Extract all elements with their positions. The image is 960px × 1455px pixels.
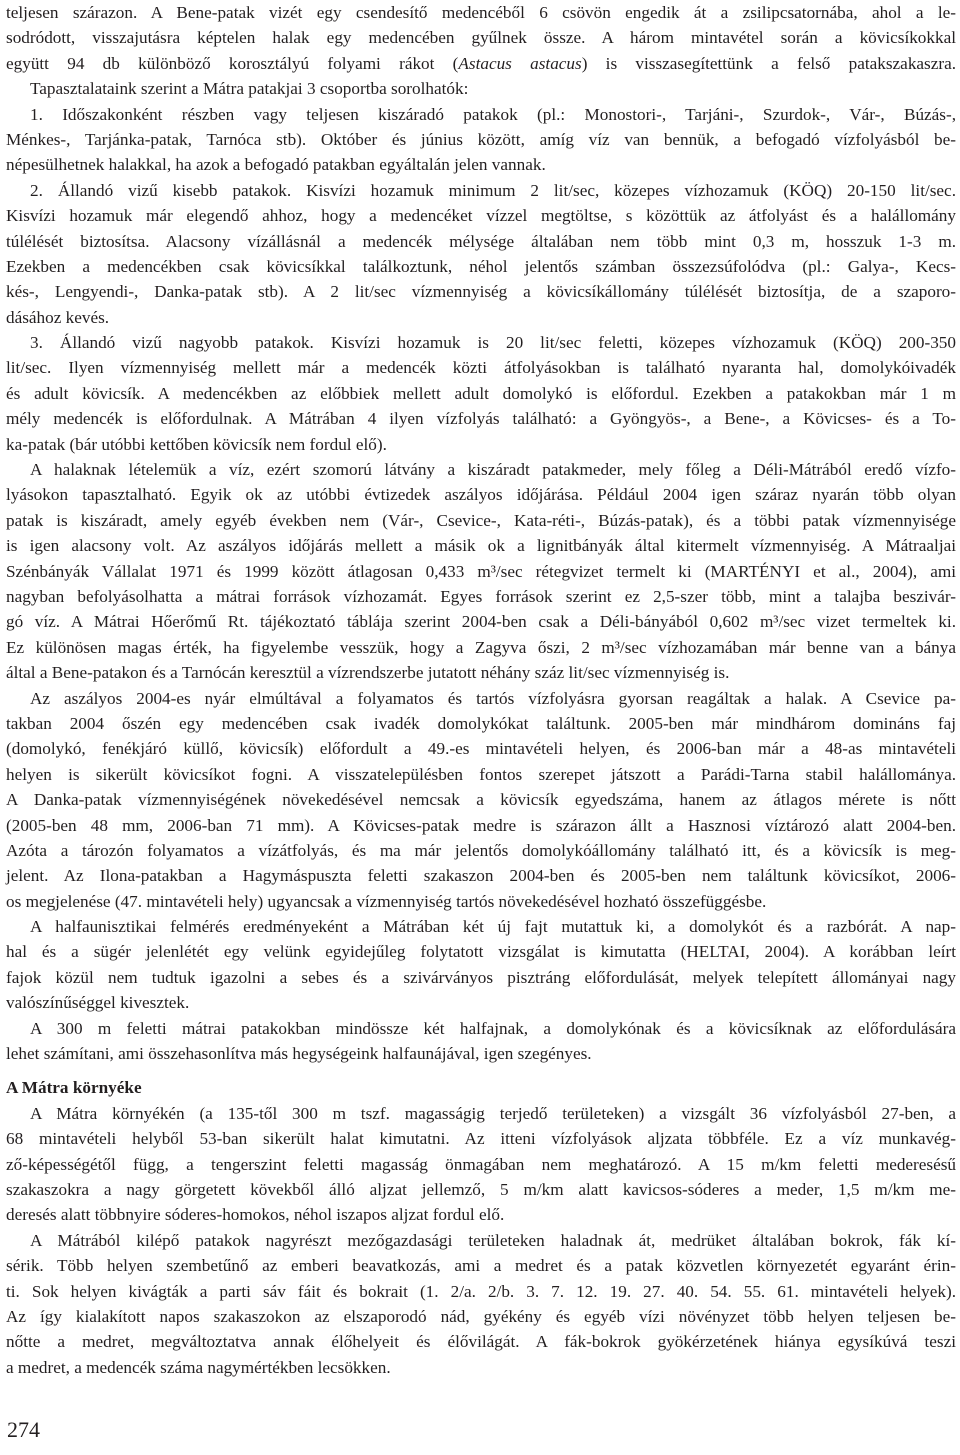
paragraph bbox=[6, 330, 956, 457]
paragraph bbox=[6, 1101, 956, 1228]
text-line: hal és a sügér jelenlétét egy velünk egyidejűleg folytatott vizsgálat is kimutatta (HELTAI, 2004). A korábban leírt bbox=[6, 942, 956, 962]
text-line: gó víz. A Mátrai Hőerőmű Rt. tájékoztató táblája szerint 2004-ben csak a Déli-bányából 0,602 m³/sec vizet termeltek ki. bbox=[6, 612, 956, 632]
paragraph bbox=[6, 1228, 956, 1380]
text-line: lit/sec. Ilyen vízmennyiség mellett már a medencék közti átfolyásokban is található nyaranta hal, domolykóivadék bbox=[6, 358, 956, 378]
paragraph bbox=[6, 0, 956, 102]
text-line: a medret, a medencék száma nagymértékben lecsökken. bbox=[6, 1357, 391, 1377]
text-line: Szénbányák Vállalat 1971 és 1999 között átlagosan 0,433 m³/sec rétegvizet termelt ki (MARTÉNYI et al., 2004), ami bbox=[6, 561, 956, 581]
text-line: Tapasztalataink szerint a Mátra patakjai 3 csoportba sorolhatók: bbox=[30, 79, 469, 99]
text-line: 68 mintavételi helyből 53-ban sikerült halat kimutatni. Az itteni vízfolyások aljzata többféle. Ez a víz munkavég- bbox=[6, 1129, 956, 1149]
text-line: fajok közül nem tudtuk igazolni a sebes és a szivárványos pisztráng előfordulását, melyek telepített állományai nagy bbox=[6, 967, 956, 987]
text-line: lyásokon tapasztalható. Egyik ok az utóbbi évtizedek aszályos időjárása. Például 2004 igen száraz nyarán több olyan bbox=[6, 485, 956, 505]
text-line: mély medencék is előfordulnak. A Mátrában 4 ilyen vízfolyás található: a Gyöngyös-, a Bene-, a Kövicses- és a To- bbox=[6, 409, 956, 429]
text-line: nagyban befolyásolhatta a mátrai források vízhozamát. Egyes források szerint ez 2,5-szer több, mint a talajba beszivár- bbox=[6, 586, 956, 606]
paragraph bbox=[6, 1016, 956, 1067]
text-line: ti. Sok helyen kivágták a parti sáv fáit és bokrait (1. 2/a. 2/b. 3. 7. 12. 19. 27. 40. 54. 55. 61. mintavételi helyek). bbox=[6, 1281, 956, 1301]
text-line: népesülhetnek halakkal, ha azok a befogadó patakban egyáltalán jelen vannak. bbox=[6, 155, 546, 175]
text-line: dásához kevés. bbox=[6, 307, 110, 327]
text-line: 2. Állandó vizű kisebb patakok. Kisvízi hozamuk minimum 2 lit/sec, közepes vízhozamuk (KÖQ) 20-150 lit/sec. bbox=[30, 180, 956, 200]
document-page bbox=[6, 0, 956, 1380]
text-line: 3. Állandó vizű nagyobb patakok. Kisvízi hozamuk is 20 lit/sec feletti, közepes vízhozamuk (KÖQ) 200-350 bbox=[30, 333, 956, 353]
page-number: 274 bbox=[7, 1417, 40, 1442]
text-line: (domolykó, fenékjáró küllő, kövicsík) előfordult a 49.-es mintavételi helyen, és 2006-ban már a 48-as mintavételi bbox=[6, 739, 956, 759]
text-line: (2005-ben 48 mm, 2006-ban 71 mm). A Kövicses-patak medre is szárazon állt a Hasznosi víztározó alatt 2004-ben. bbox=[6, 815, 956, 835]
text-line: túlélését biztosítsa. Alacsony vízállásnál a medencék mélysége általában nem több mint 0,3 m, hosszuk 1-3 m. bbox=[6, 231, 956, 251]
section-heading: A Mátra környéke bbox=[6, 1078, 142, 1098]
text-line: 1. Időszakonként részben vagy teljesen kiszáradó patakok (pl.: Monostori-, Tarjáni-, Szurdok-, Vár-, Búzás-, bbox=[30, 104, 956, 124]
text-line: kés-, Lengyendi-, Danka-patak stb). A 2 lit/sec vízmennyiség a kövicsíkállomány túlélését biztosítja, de a szaporo- bbox=[6, 282, 956, 302]
section-text bbox=[6, 1101, 956, 1380]
text-line: os megjelenése (47. mintavételi hely) ugyancsak a vízmennyiség tartós növekedésével hozható összefüggésbe. bbox=[6, 891, 767, 911]
text-line: patak is kiszáradt, amely egyéb években nem (Vár-, Csevice-, Kata-réti-, Búzás-patak), és a többi patak vízmennyisége bbox=[6, 510, 956, 530]
text-line: is igen alacsony volt. Az aszályos időjárás mellett a másik ok a lignitbányák által kitermelt vízmennyiség. A Mátraaljai bbox=[6, 536, 956, 556]
text-line: sérik. Több helyen szembetűnő az emberi beavatkozás, ami a medret és a patak közvetlen környezetét egyaránt érin- bbox=[6, 1256, 956, 1276]
text-line: lehet számítani, ami összehasonlítva más hegységeink halfaunájával, igen szegényes. bbox=[6, 1044, 592, 1064]
text-line: A Mátrából kilépő patakok nagyrészt mezőgazdasági területeken haladnak át, medrüket általában bokrok, fák kí- bbox=[30, 1230, 956, 1250]
section-gap bbox=[6, 1066, 956, 1075]
body-text bbox=[6, 0, 956, 1066]
species-name: Astacus astacus bbox=[458, 53, 582, 73]
text-line: A halfaunisztikai felmérés eredményeként a Mátrában két új fajt mutattuk ki, a domolykót és a razbórát. A nap- bbox=[30, 917, 956, 937]
text-line: Ezekben a medencékben csak kövicsíkkal találkoztunk, néhol jelentős számban összezsúfolódva (pl.: Galya-, Kecs- bbox=[6, 256, 956, 276]
text-line: Az így kialakított napos szakaszokon az elszaporodó nád, gyékény és egyéb vízi növényzet több helyen teljesen be- bbox=[6, 1306, 956, 1326]
paragraph bbox=[6, 457, 956, 686]
text-line: sodródott, visszajutásra képtelen halak egy medencében gyűlnek össze. A három mintavétel során a kövicsíkokkal bbox=[6, 28, 956, 48]
paragraph bbox=[6, 178, 956, 330]
text-line: takban 2004 őszén egy medencében csak ivadék domolykókat találtunk. 2005-ben már mindhárom domináns faj bbox=[6, 713, 956, 733]
text-line: Azóta a tározón folyamatos a vízátfolyás, és ma már jelentős domolykóállomány található itt, és a kövicsík is meg- bbox=[6, 840, 956, 860]
text-line: nőtte a medret, megváltoztatva annak élőhelyeit és élővilágát. A fák-bokrok gyökérzetének hiánya egysíkúvá teszi bbox=[6, 1332, 956, 1352]
text-line: és adult kövicsík. A medencékben az előbbiek mellett adult domolykó is előfordul. Ezekben a patakokban már 1 m bbox=[6, 383, 956, 403]
text-line: A Danka-patak vízmennyiségének növekedésével nemcsak a kövicsík egyedszáma, hanem az átlagos mérete is nőtt bbox=[6, 790, 956, 810]
text-line: szakaszokra a nagy görgetett kövekből álló aljzat jellemző, 5 m/km alatt kavicsos-sóderes a meder, 1,5 m/km me- bbox=[6, 1179, 956, 1199]
paragraph bbox=[6, 686, 956, 915]
text-line: Az aszályos 2004-es nyár elmúltával a folyamatos és tartós vízfolyásra gyorsan reagáltak a halak. A Csevice pa- bbox=[30, 688, 956, 708]
paragraph bbox=[6, 102, 956, 178]
text-line: A halaknak lételemük a víz, ezért szomorú látvány a kiszáradt patakmeder, mely főleg a Déli-Mátrából eredő vízfo- bbox=[30, 460, 956, 480]
paragraph bbox=[6, 914, 956, 1016]
text-line: ka-patak (bár utóbbi kettőben kövicsík nem fordul elő). bbox=[6, 434, 387, 454]
text-line: együtt 94 db különböző korosztályú folyami rákot (Astacus astacus) is visszasegítettünk a felső patakszakaszra. bbox=[6, 53, 957, 73]
text-line: Ez különösen magas érték, ha figyelembe vesszük, hogy a Zagyva őszi, 2 m³/sec vízhozamában már benne van a bánya bbox=[6, 637, 956, 657]
text-line: jelent. Az Ilona-patakban a Hagymáspuszta feletti szakaszon 2004-ben és 2005-ben nem találtunk kövicsíkot, 2006- bbox=[6, 866, 956, 886]
text-line: helyen is sikerült kövicsíkot fogni. A visszatelepülésben fontos szerepet játszott a Parádi-Tarna stabil halállománya. bbox=[6, 764, 956, 784]
text-line: A Mátra környékén (a 135-től 300 m tszf. magasságig terjedő területeken) a vizsgált 36 vízfolyásból 27-ben, a bbox=[30, 1103, 956, 1123]
text-line: ző-képességétől függ, a tengerszint feletti magasság önmagában nem meghatározó. A 15 m/km feletti mederesésű bbox=[6, 1154, 956, 1174]
text-line: Ménkes-, Tarjánka-patak, Tarnóca stb). Október és június között, amíg víz van bennük, a befogadó vízfolyásból be- bbox=[6, 129, 956, 149]
text-line: A 300 m feletti mátrai patakokban mindössze két halfajnak, a domolykónak és a kövicsíknak az előfordulására bbox=[30, 1018, 956, 1038]
text-line: deresés alatt többnyire sóderes-homokos, néhol iszapos aljzat fordul elő. bbox=[6, 1205, 505, 1225]
text-line: által a Bene-patakon és a Tarnócán keresztül a vízrendszerbe jutatott néhány száz lit/sec vízmennyiség is. bbox=[6, 663, 730, 683]
text-line: valószínűséggel kivesztek. bbox=[6, 993, 190, 1013]
text-line: teljesen szárazon. A Bene-patak vizét egy csendesítő medencéből 6 csövön engedik át a zsilipcsatornába, ahol a le- bbox=[6, 3, 956, 22]
text-line: Kisvízi hozamuk már elegendő ahhoz, hogy a medencéket vízzel megtöltse, s közöttük az átfolyást és a halállomány bbox=[6, 206, 956, 226]
